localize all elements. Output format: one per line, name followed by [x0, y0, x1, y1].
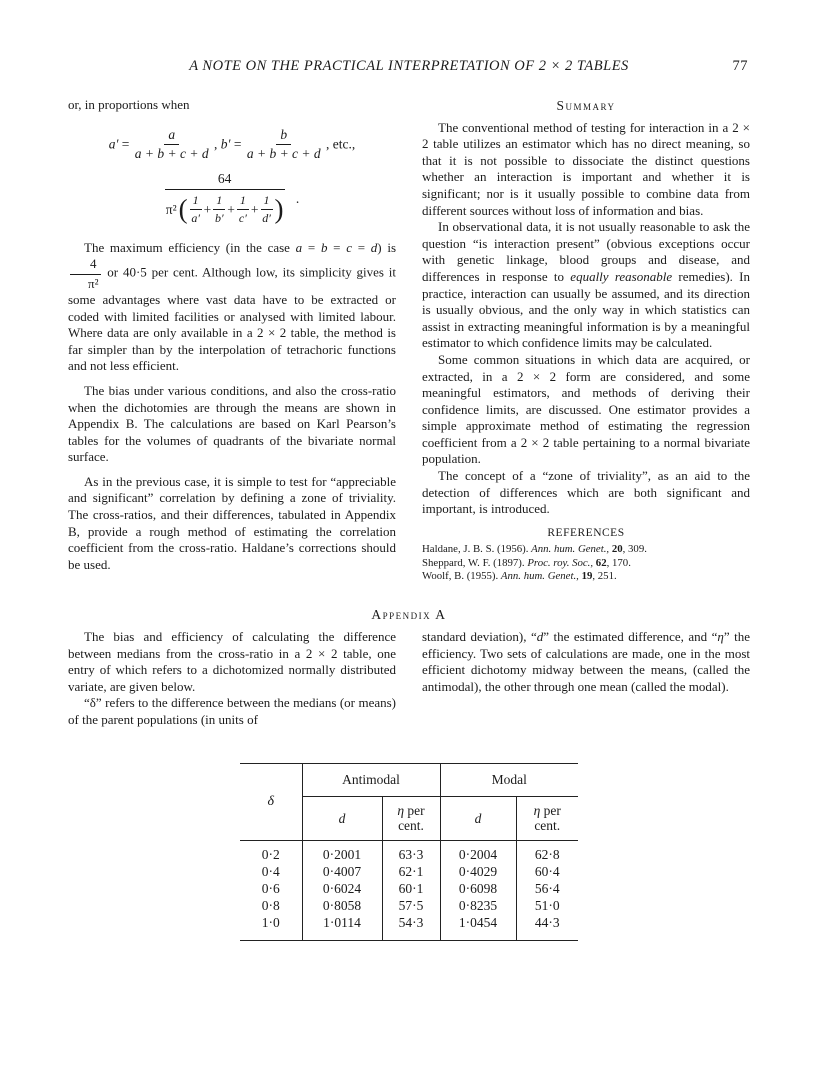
cell-delta: 0·8 — [261, 898, 280, 914]
cell-modal-eta: 44·3 — [516, 914, 578, 940]
cell-antimodal-d: 0·4007 — [302, 863, 382, 880]
table-header — [240, 763, 578, 840]
fraction-numerator: 64 — [165, 172, 285, 190]
term-1-over-c: $\frac{1}{c'}$ — [237, 193, 249, 226]
cell-modal-eta: 62·8 — [516, 840, 578, 863]
paragraph-max-efficiency: The maximum efficiency (in the case a = b = c = d) is $\frac{4}{\text{π²}}$ or 40·5 per cent. Although low, its simplicity gives it some advantages where vast data have to be extracted or coded with limited facilities or analysed with limited labour. Where data are only available in a 2 × 2 table, the method is far simpler than by the interpolation of tetrachoric functions and not less efficient. — [68, 239, 396, 374]
cell-modal-d: 0·8235 — [440, 897, 516, 914]
table-header-d-modal: d — [440, 796, 516, 840]
cell-modal-eta: 56·4 — [516, 880, 578, 897]
cell-antimodal-d: 1·0114 — [302, 914, 382, 940]
cell-antimodal-eta: 57·5 — [382, 897, 440, 914]
term-1-over-d: $\frac{1}{d'}$ — [262, 192, 271, 225]
appendix-a-heading: Appendix A — [371, 607, 447, 623]
plus-sign: + — [227, 201, 235, 217]
reference-entry: Haldane, J. B. S. (1956). Ann. hum. Genet., 20, 309. — [422, 543, 647, 556]
pi-squared: π² — [165, 201, 177, 217]
table-header-delta: δ — [267, 793, 274, 809]
cell-modal-d: 0·2004 — [440, 840, 516, 863]
appendix-right-column — [422, 629, 750, 695]
table-row — [240, 897, 578, 914]
cell-antimodal-eta: 63·3 — [382, 840, 440, 863]
summary-paragraph-4: The concept of a “zone of triviality”, as an aid to the detection of differences which are both significant and important, is introduced. — [422, 468, 750, 517]
efficiency-fraction — [165, 172, 285, 226]
cell-delta: 1·0 — [261, 915, 280, 931]
summary-heading: Summary — [556, 98, 616, 113]
term-1-over-a: 1 a′ — [191, 192, 200, 225]
table-group-header-row — [240, 763, 578, 796]
left-column — [68, 97, 396, 573]
appendix-columns — [68, 629, 750, 729]
page-number: 77 — [732, 58, 748, 74]
table-header-eta-antimodal — [382, 796, 440, 840]
cell-antimodal-eta: 60·1 — [382, 880, 440, 897]
cell-antimodal-eta: 62·1 — [382, 863, 440, 880]
cell-antimodal-eta: 54·3 — [382, 914, 440, 940]
references-list — [422, 543, 750, 583]
table-header-d-antimodal: d — [302, 796, 382, 840]
summary-paragraph-2: In observational data, it is not usually reasonable to ask the question “is interaction present” (obvious exceptions occur with genetic linkage, blood groups and disease, and differences in response to equally reasonable remedies). In practice, interaction can usually be assumed, and its direction is usually obvious, and the only way in which statistics can assist in extracting meaningful information is by a meaningful estimator to which confidence limits may be calculated. — [422, 219, 750, 351]
plus-sign: + — [250, 201, 259, 217]
references-heading: REFERENCES — [547, 526, 625, 539]
cell-modal-eta: 60·4 — [516, 863, 578, 880]
close-paren: ) — [274, 193, 284, 224]
reference-entry: Sheppard, W. F. (1897). Proc. roy. Soc., 62, 170. — [422, 556, 631, 569]
formula-period: . — [295, 191, 300, 207]
appendix-paragraph-3: standard deviation), “d” the estimated difference, and “η” the efficiency. Two sets of calculations are made, one in the most efficient dichotomy midway between the means, (called the antimodal), the other through one mean (called the modal). — [422, 629, 751, 694]
appendix-left-column — [68, 629, 396, 729]
summary-paragraph-1: The conventional method of testing for interaction in a 2 × 2 table utilizes an estimator which has no direct meaning, so that it is not possible to dissociate the distinct questions whether an interaction is important and whether it is significant; nor is it usually possible to combine data from different sources without loss of information and bias. — [422, 119, 750, 218]
cell-antimodal-d: 0·2001 — [302, 840, 382, 863]
intro-line: or, in proportions when — [68, 97, 190, 112]
cell-modal-d: 0·6098 — [440, 880, 516, 897]
running-title: A NOTE ON THE PRACTICAL INTERPRETATION OF 2 × 2 TABLES — [189, 58, 629, 74]
efficiency-formula — [68, 172, 396, 226]
cell-antimodal-d: 0·6024 — [302, 880, 382, 897]
running-head — [68, 58, 750, 75]
appendix-paragraph-1: The bias and efficiency of calculating the difference between medians from the cross-ratio in a 2 × 2 table, one entry of which refers to a dichotomized normally distributed variate, are given below. — [68, 629, 396, 694]
table-header-antimodal: Antimodal — [302, 763, 440, 796]
cell-delta: 0·4 — [261, 863, 280, 879]
cell-delta: 0·2 — [240, 840, 302, 863]
open-paren: ( — [178, 193, 188, 224]
cell-antimodal-d: 0·8058 — [302, 897, 382, 914]
table-row — [240, 914, 578, 940]
cell-modal-d: 1·0454 — [440, 914, 516, 940]
appendix-table-wrap — [68, 763, 750, 941]
table-body — [240, 840, 578, 940]
table-row — [240, 840, 578, 863]
eta-per-line: η per — [397, 803, 425, 819]
reference-entry: Woolf, B. (1955). Ann. hum. Genet., 19, 251. — [422, 569, 617, 582]
term-1-over-b: $\frac{1}{b'}$ — [214, 192, 224, 225]
cent-line: cent. — [534, 818, 561, 834]
table-row — [240, 863, 578, 880]
table-header-modal: Modal — [440, 763, 578, 796]
appendix-paragraph-2: “δ” refers to the difference between the medians (or means) of the parent populations (in units of — [68, 695, 396, 728]
paragraph-bias: The bias under various conditions, and also the cross-ratio when the dichotomies are through the means are shown in Appendix B. The calculations are based on Karl Pearson’s tables for the volumes of quadrants of the bivariate normal surface. — [68, 382, 396, 465]
appendix-a-table — [240, 763, 578, 941]
cell-modal-d: 0·4029 — [440, 863, 516, 880]
right-column — [422, 97, 750, 583]
plus-sign: + — [203, 201, 212, 217]
summary-paragraph-3: Some common situations in which data are acquired, or extracted, in a 2 × 2 form are considered, and some meaningful estimators, and methods of deriving their confidence limits, are discussed. One estimator provides a simple approximate method of estimating the regression coefficient from a 2 × 2 table pertaining to a normal bivariate population. — [422, 351, 750, 467]
table-header-eta-modal — [516, 796, 578, 840]
cell-delta: 0·6 — [261, 881, 280, 897]
proportions-formula: a′ = $\frac{a}{a + b + c + d}$ , b′ = $\frac{b}{a + b + c + d}$ , etc., — [108, 126, 356, 162]
paragraph-zone-of-triviality: As in the previous case, it is simple to test for “appreciable and significant” correlation by defining a zone of triviality. The cross-ratios, and their differences, tabulated in Appendix B, provide a rough method of estimating the correlation coefficient from the cross-ratio. Haldane’s corrections should be used. — [68, 473, 396, 572]
table-row — [240, 880, 578, 897]
cent-line: cent. — [398, 818, 424, 834]
main-columns — [68, 97, 750, 583]
cell-modal-eta: 51·0 — [516, 897, 578, 914]
fraction-denominator — [165, 190, 285, 226]
eta-per-line: η per — [533, 803, 561, 819]
